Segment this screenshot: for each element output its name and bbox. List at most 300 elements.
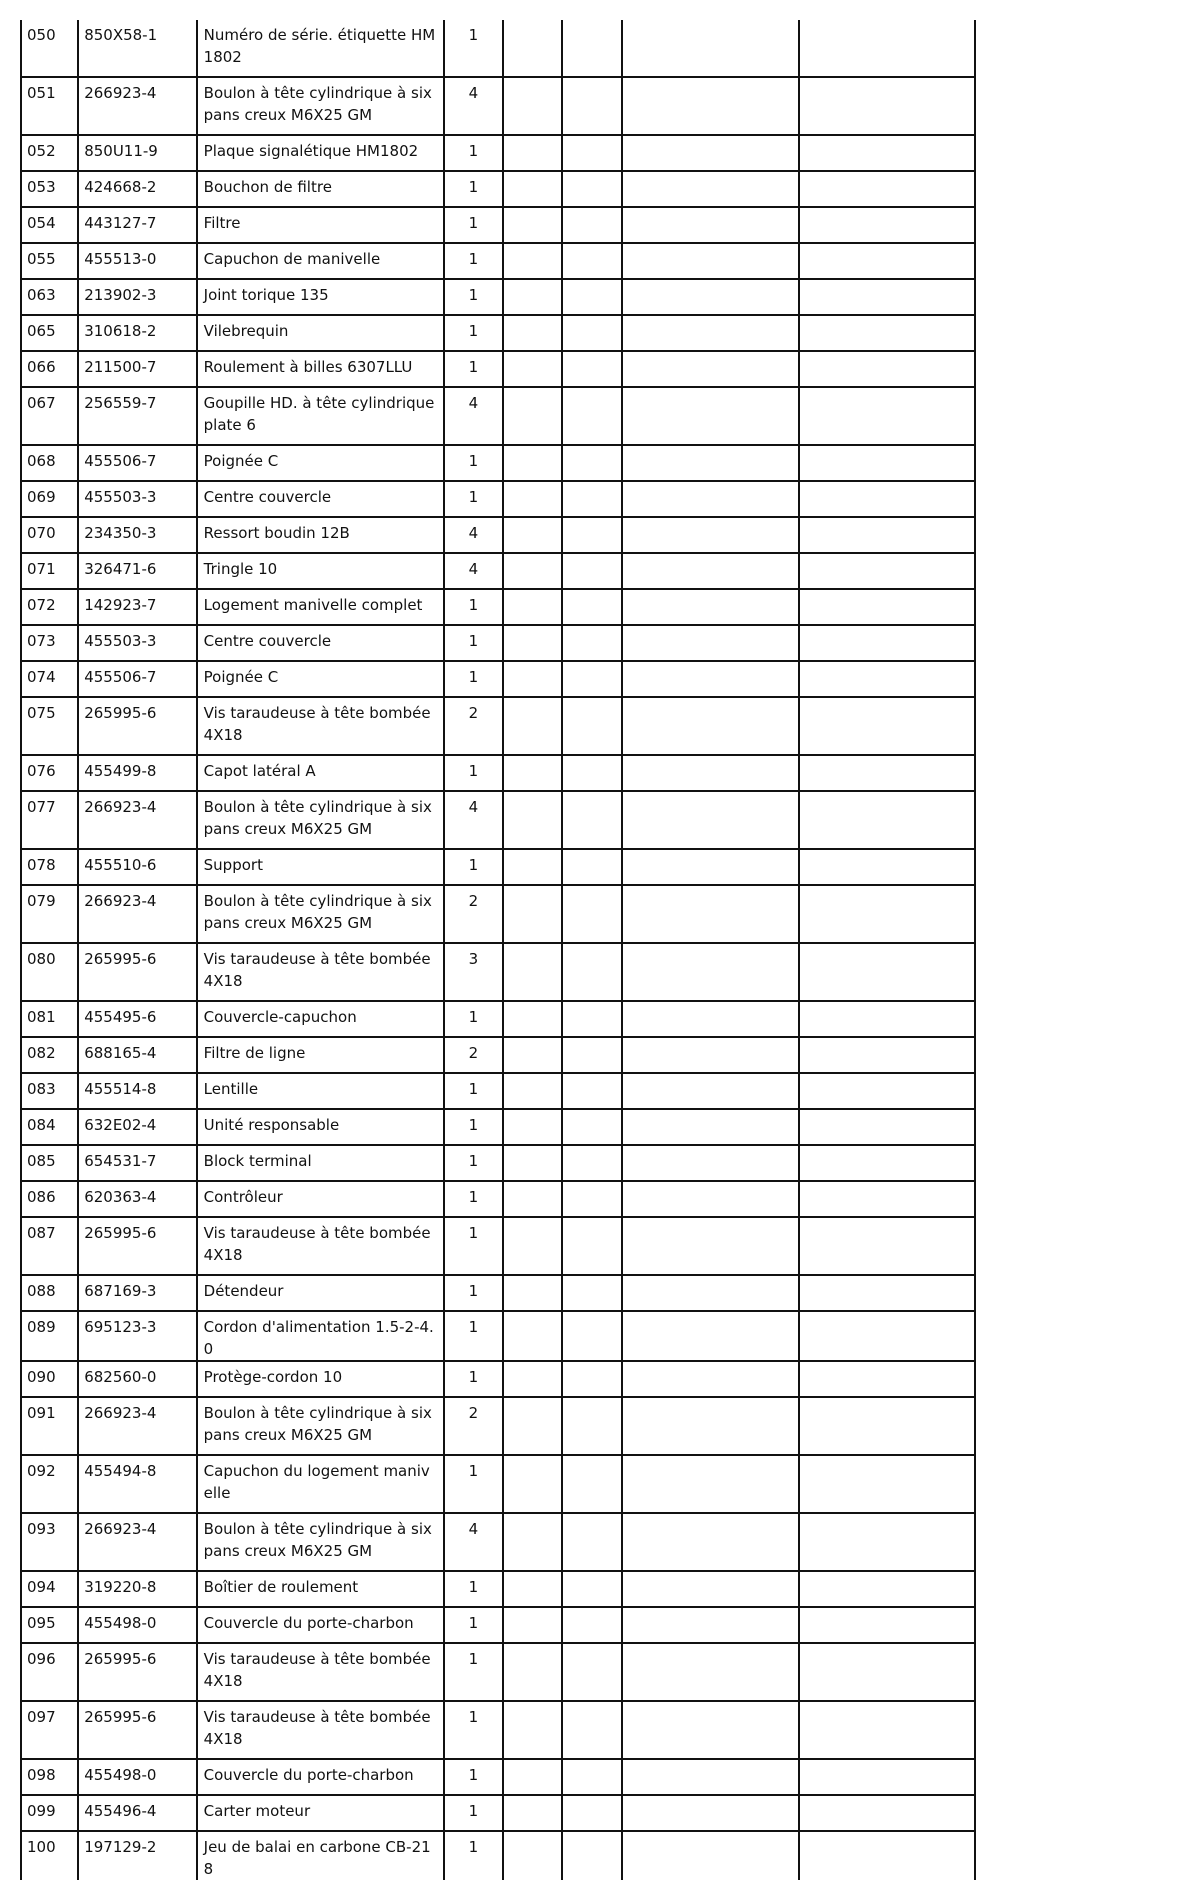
empty-cell [503,1181,562,1217]
empty-cell [503,1455,562,1513]
part-number-cell: 455498-0 [78,1759,196,1795]
empty-cell [622,1759,800,1795]
empty-cell [503,481,562,517]
table-row [21,1073,975,1109]
empty-cell [622,20,800,77]
empty-cell [799,1795,975,1831]
empty-cell [799,481,975,517]
part-number-cell: 688165-4 [78,1037,196,1073]
part-number-cell: 265995-6 [78,1643,196,1701]
item-number-cell: 098 [21,1759,78,1795]
table-row [21,661,975,697]
description-cell: Couvercle du porte-charbon [197,1607,444,1643]
empty-cell [503,279,562,315]
part-number-cell: 654531-7 [78,1145,196,1181]
empty-cell [562,1275,621,1311]
description-cell: Boulon à tête cylindrique à six pans creux M6X25 GM [197,77,444,135]
empty-cell [799,849,975,885]
empty-cell [503,697,562,755]
table-row [21,1145,975,1181]
item-number-cell: 051 [21,77,78,135]
item-number-cell: 099 [21,1795,78,1831]
part-number-cell: 197129-2 [78,1831,196,1880]
empty-cell [562,387,621,445]
empty-cell [562,1217,621,1275]
empty-cell [799,1701,975,1759]
item-number-cell: 086 [21,1181,78,1217]
part-number-cell: 142923-7 [78,589,196,625]
item-number-cell: 067 [21,387,78,445]
empty-cell [562,279,621,315]
table-row [21,1109,975,1145]
empty-cell [503,589,562,625]
quantity-cell: 2 [444,697,503,755]
part-number-cell: 443127-7 [78,207,196,243]
empty-cell [562,755,621,791]
empty-cell [622,1217,800,1275]
empty-cell [562,1001,621,1037]
quantity-cell: 4 [444,1513,503,1571]
empty-cell [799,243,975,279]
description-cell: Capot latéral A [197,755,444,791]
empty-cell [622,1513,800,1571]
description-cell: Logement manivelle complet [197,589,444,625]
empty-cell [503,625,562,661]
table-row [21,1831,975,1880]
item-number-cell: 082 [21,1037,78,1073]
item-number-cell: 087 [21,1217,78,1275]
empty-cell [562,1571,621,1607]
description-cell: Vis taraudeuse à tête bombée 4X18 [197,1217,444,1275]
item-number-cell: 074 [21,661,78,697]
part-number-cell: 455514-8 [78,1073,196,1109]
item-number-cell: 093 [21,1513,78,1571]
empty-cell [622,279,800,315]
part-number-cell: 455498-0 [78,1607,196,1643]
quantity-cell: 2 [444,1397,503,1455]
empty-cell [799,755,975,791]
item-number-cell: 077 [21,791,78,849]
empty-cell [562,1455,621,1513]
quantity-cell: 1 [444,1607,503,1643]
description-cell: Bouchon de filtre [197,171,444,207]
empty-cell [799,697,975,755]
empty-cell [622,1571,800,1607]
table-row [21,1181,975,1217]
quantity-cell: 1 [444,1181,503,1217]
empty-cell [503,885,562,943]
empty-cell [503,1217,562,1275]
parts-list-table [20,20,976,1880]
description-cell: Vis taraudeuse à tête bombée 4X18 [197,943,444,1001]
part-number-cell: 265995-6 [78,697,196,755]
description-cell: Goupille HD. à tête cylindrique plate 6 [197,387,444,445]
item-number-cell: 097 [21,1701,78,1759]
empty-cell [562,1073,621,1109]
empty-cell [799,20,975,77]
empty-cell [503,517,562,553]
quantity-cell: 4 [444,791,503,849]
description-cell: Joint torique 135 [197,279,444,315]
table-row [21,1759,975,1795]
quantity-cell: 1 [444,20,503,77]
empty-cell [562,849,621,885]
empty-cell [503,553,562,589]
empty-cell [622,1643,800,1701]
empty-cell [799,1397,975,1455]
empty-cell [503,1037,562,1073]
empty-cell [622,517,800,553]
empty-cell [503,1759,562,1795]
part-number-cell: 266923-4 [78,1397,196,1455]
empty-cell [562,1643,621,1701]
empty-cell [799,1513,975,1571]
empty-cell [799,171,975,207]
description-cell: Couvercle du porte-charbon [197,1759,444,1795]
description-cell: Poignée C [197,445,444,481]
table-row [21,1571,975,1607]
empty-cell [622,207,800,243]
description-cell: Vis taraudeuse à tête bombée 4X18 [197,697,444,755]
empty-cell [799,135,975,171]
description-cell: Cordon d'alimentation 1.5-2-4.0 [197,1311,444,1361]
part-number-cell: 326471-6 [78,553,196,589]
empty-cell [622,315,800,351]
description-cell: Tringle 10 [197,553,444,589]
empty-cell [562,1109,621,1145]
description-cell: Capuchon de manivelle [197,243,444,279]
part-number-cell: 455503-3 [78,625,196,661]
empty-cell [503,77,562,135]
empty-cell [799,1145,975,1181]
empty-cell [562,1397,621,1455]
item-number-cell: 078 [21,849,78,885]
empty-cell [503,1607,562,1643]
item-number-cell: 068 [21,445,78,481]
empty-cell [622,171,800,207]
part-number-cell: 850X58-1 [78,20,196,77]
table-row [21,553,975,589]
table-row [21,1701,975,1759]
description-cell: Filtre [197,207,444,243]
empty-cell [799,279,975,315]
quantity-cell: 1 [444,1361,503,1397]
part-number-cell: 265995-6 [78,1701,196,1759]
item-number-cell: 079 [21,885,78,943]
part-number-cell: 266923-4 [78,885,196,943]
empty-cell [503,1073,562,1109]
item-number-cell: 073 [21,625,78,661]
empty-cell [622,1145,800,1181]
table-row [21,755,975,791]
item-number-cell: 052 [21,135,78,171]
quantity-cell: 1 [444,849,503,885]
empty-cell [622,1001,800,1037]
table-row [21,1311,975,1361]
item-number-cell: 096 [21,1643,78,1701]
table-row [21,1795,975,1831]
part-number-cell: 455495-6 [78,1001,196,1037]
empty-cell [562,885,621,943]
empty-cell [799,1607,975,1643]
empty-cell [562,77,621,135]
empty-cell [562,625,621,661]
item-number-cell: 085 [21,1145,78,1181]
empty-cell [799,1275,975,1311]
empty-cell [622,1275,800,1311]
quantity-cell: 1 [444,1109,503,1145]
description-cell: Roulement à billes 6307LLU [197,351,444,387]
empty-cell [799,1037,975,1073]
table-row [21,207,975,243]
quantity-cell: 1 [444,1701,503,1759]
empty-cell [622,1361,800,1397]
empty-cell [622,1181,800,1217]
part-number-cell: 695123-3 [78,1311,196,1361]
empty-cell [562,135,621,171]
empty-cell [622,553,800,589]
part-number-cell: 310618-2 [78,315,196,351]
empty-cell [799,1311,975,1361]
item-number-cell: 069 [21,481,78,517]
part-number-cell: 850U11-9 [78,135,196,171]
table-row [21,351,975,387]
table-row [21,791,975,849]
empty-cell [503,1513,562,1571]
empty-cell [562,1831,621,1880]
quantity-cell: 4 [444,553,503,589]
table-row [21,1275,975,1311]
empty-cell [562,315,621,351]
empty-cell [562,1701,621,1759]
empty-cell [799,207,975,243]
table-row [21,697,975,755]
item-number-cell: 072 [21,589,78,625]
description-cell: Jeu de balai en carbone CB-218 [197,1831,444,1880]
empty-cell [503,755,562,791]
quantity-cell: 1 [444,755,503,791]
empty-cell [622,1073,800,1109]
empty-cell [562,207,621,243]
quantity-cell: 1 [444,1571,503,1607]
description-cell: Couvercle-capuchon [197,1001,444,1037]
empty-cell [622,1037,800,1073]
empty-cell [562,589,621,625]
table-row [21,849,975,885]
empty-cell [622,481,800,517]
description-cell: Ressort boudin 12B [197,517,444,553]
part-number-cell: 455503-3 [78,481,196,517]
table-row [21,171,975,207]
part-number-cell: 632E02-4 [78,1109,196,1145]
item-number-cell: 095 [21,1607,78,1643]
empty-cell [622,1831,800,1880]
empty-cell [799,351,975,387]
empty-cell [799,1001,975,1037]
part-number-cell: 687169-3 [78,1275,196,1311]
empty-cell [562,943,621,1001]
quantity-cell: 1 [444,135,503,171]
description-cell: Boulon à tête cylindrique à six pans creux M6X25 GM [197,1397,444,1455]
item-number-cell: 071 [21,553,78,589]
table-row [21,517,975,553]
table-row [21,445,975,481]
item-number-cell: 092 [21,1455,78,1513]
description-cell: Boulon à tête cylindrique à six pans creux M6X25 GM [197,1513,444,1571]
empty-cell [622,387,800,445]
item-number-cell: 075 [21,697,78,755]
part-number-cell: 455513-0 [78,243,196,279]
empty-cell [562,1145,621,1181]
part-number-cell: 682560-0 [78,1361,196,1397]
empty-cell [503,1571,562,1607]
empty-cell [622,243,800,279]
quantity-cell: 1 [444,1455,503,1513]
item-number-cell: 100 [21,1831,78,1880]
empty-cell [503,1831,562,1880]
quantity-cell: 1 [444,1001,503,1037]
empty-cell [503,849,562,885]
description-cell: Centre couvercle [197,481,444,517]
empty-cell [562,697,621,755]
quantity-cell: 1 [444,1831,503,1880]
description-cell: Carter moteur [197,1795,444,1831]
item-number-cell: 050 [21,20,78,77]
empty-cell [562,1795,621,1831]
description-cell: Vis taraudeuse à tête bombée 4X18 [197,1643,444,1701]
description-cell: Détendeur [197,1275,444,1311]
empty-cell [799,1109,975,1145]
part-number-cell: 455499-8 [78,755,196,791]
quantity-cell: 4 [444,77,503,135]
table-row [21,20,975,77]
empty-cell [503,1275,562,1311]
empty-cell [622,1109,800,1145]
empty-cell [503,135,562,171]
empty-cell [503,1109,562,1145]
empty-cell [562,1311,621,1361]
empty-cell [503,387,562,445]
empty-cell [503,445,562,481]
quantity-cell: 3 [444,943,503,1001]
empty-cell [562,1361,621,1397]
description-cell: Lentille [197,1073,444,1109]
empty-cell [622,791,800,849]
quantity-cell: 4 [444,387,503,445]
quantity-cell: 1 [444,1217,503,1275]
part-number-cell: 266923-4 [78,791,196,849]
description-cell: Vis taraudeuse à tête bombée 4X18 [197,1701,444,1759]
description-cell: Plaque signalétique HM1802 [197,135,444,171]
empty-cell [562,481,621,517]
quantity-cell: 1 [444,1643,503,1701]
empty-cell [503,1001,562,1037]
empty-cell [799,1831,975,1880]
description-cell: Boulon à tête cylindrique à six pans creux M6X25 GM [197,885,444,943]
quantity-cell: 1 [444,1145,503,1181]
parts-table-body [21,20,975,1880]
empty-cell [622,1607,800,1643]
part-number-cell: 211500-7 [78,351,196,387]
item-number-cell: 055 [21,243,78,279]
quantity-cell: 1 [444,1759,503,1795]
quantity-cell: 2 [444,885,503,943]
empty-cell [562,1759,621,1795]
description-cell: Unité responsable [197,1109,444,1145]
empty-cell [799,791,975,849]
empty-cell [799,1455,975,1513]
table-row [21,943,975,1001]
item-number-cell: 090 [21,1361,78,1397]
quantity-cell: 1 [444,315,503,351]
empty-cell [562,445,621,481]
empty-cell [503,315,562,351]
table-row [21,315,975,351]
quantity-cell: 1 [444,1275,503,1311]
item-number-cell: 066 [21,351,78,387]
empty-cell [799,445,975,481]
empty-cell [503,1795,562,1831]
part-number-cell: 265995-6 [78,1217,196,1275]
table-row [21,1217,975,1275]
part-number-cell: 266923-4 [78,77,196,135]
part-number-cell: 234350-3 [78,517,196,553]
item-number-cell: 070 [21,517,78,553]
description-cell: Capuchon du logement manivelle [197,1455,444,1513]
table-row [21,1001,975,1037]
table-row [21,243,975,279]
empty-cell [503,791,562,849]
item-number-cell: 076 [21,755,78,791]
item-number-cell: 054 [21,207,78,243]
empty-cell [503,1311,562,1361]
quantity-cell: 1 [444,351,503,387]
item-number-cell: 063 [21,279,78,315]
empty-cell [799,553,975,589]
table-row [21,589,975,625]
table-row [21,1513,975,1571]
part-number-cell: 455506-7 [78,661,196,697]
description-cell: Filtre de ligne [197,1037,444,1073]
part-number-cell: 265995-6 [78,943,196,1001]
part-number-cell: 455510-6 [78,849,196,885]
empty-cell [799,589,975,625]
empty-cell [799,1073,975,1109]
quantity-cell: 1 [444,445,503,481]
part-number-cell: 266923-4 [78,1513,196,1571]
description-cell: Centre couvercle [197,625,444,661]
empty-cell [562,20,621,77]
empty-cell [503,1701,562,1759]
empty-cell [503,243,562,279]
description-cell: Support [197,849,444,885]
empty-cell [562,517,621,553]
item-number-cell: 088 [21,1275,78,1311]
empty-cell [622,943,800,1001]
description-cell: Contrôleur [197,1181,444,1217]
empty-cell [503,943,562,1001]
empty-cell [799,1759,975,1795]
empty-cell [503,661,562,697]
quantity-cell: 2 [444,1037,503,1073]
quantity-cell: 1 [444,279,503,315]
empty-cell [799,517,975,553]
item-number-cell: 081 [21,1001,78,1037]
empty-cell [622,625,800,661]
description-cell: Poignée C [197,661,444,697]
table-row [21,387,975,445]
empty-cell [799,885,975,943]
